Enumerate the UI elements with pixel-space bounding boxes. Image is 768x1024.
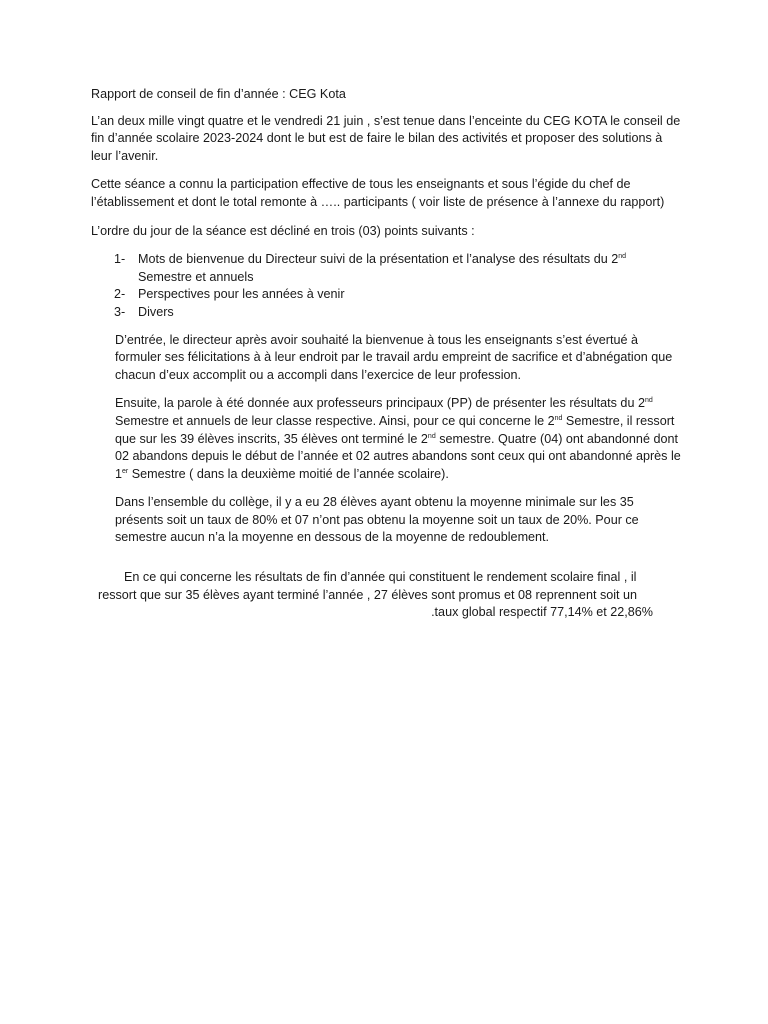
- superscript: er: [122, 467, 129, 475]
- paragraph-agenda-intro: L’ordre du jour de la séance est décliné en trois (03) points suivants :: [91, 223, 475, 238]
- document-body: [91, 86, 681, 558]
- superscript: nd: [554, 414, 563, 422]
- list-item-number: 1-: [114, 252, 126, 267]
- text-run: semestre. Quatre (04) ont abandonné dont 02 abandons depuis le début de l’année et 02 autres abandons sont ceux qui ont abandonné après le 1: [115, 431, 681, 481]
- superscript: nd: [644, 397, 653, 405]
- text-run: Semestre et annuels de leur classe respective. Ainsi, pour ce qui concerne le 2: [115, 413, 555, 428]
- paragraph-welcome: D’entrée, le directeur après avoir souhaité la bienvenue à tous les enseignants s’est évertué à formuler ses félicitations à à leur endroit par le travail ardu empreint de sacrifice et d’abnégation que chacun d’eux accomplit ou a accompli dans l’exercice de leur profession.: [115, 332, 673, 382]
- report-title: Rapport de conseil de fin d’année : CEG Kota: [91, 87, 346, 101]
- text-run: Semestre ( dans la deuxième moitié de l’année scolaire).: [128, 466, 449, 481]
- list-item-text: Divers: [138, 304, 174, 319]
- list-item: [91, 251, 681, 286]
- final-line-2: ressort que sur 35 élèves ayant terminé l’année , 27 élèves sont promus et 08 reprennent soit un: [98, 587, 638, 602]
- paragraph-results-semester: [91, 395, 681, 483]
- final-line-3: .taux global respectif 77,14% et 22,86%: [431, 605, 653, 620]
- paragraph-final-results: [91, 569, 653, 622]
- final-line-1: En ce qui concerne les résultats de fin d’année qui constituent le rendement scolaire final , il: [124, 570, 637, 584]
- paragraph-intro: L’an deux mille vingt quatre et le vendredi 21 juin , s’est tenue dans l’enceinte du CEG KOTA le conseil de fin d’année scolaire 2023-2024 dont le but est de faire le bilan des activités et proposer des solutions à leur l’avenir.: [91, 113, 681, 163]
- text-run: Semestre, il ressort que sur les 39 élèves inscrits, 35 élèves ont terminé le 2: [115, 413, 675, 446]
- paragraph-college-overall: Dans l’ensemble du collège, il y a eu 28 élèves ayant obtenu la moyenne minimale sur les 35 présents soit un taux de 80% et 07 n’ont pas obtenu la moyenne soit un taux de 20%. Pour ce semestre aucun n’a la moyenne en dessous de la moyenne de redoublement.: [115, 495, 639, 545]
- list-item-number: 3-: [114, 304, 126, 319]
- list-item-text-cont: Semestre et annuels: [138, 269, 254, 284]
- list-item-text: Perspectives pour les années à venir: [138, 287, 345, 302]
- list-item-text: Mots de bienvenue du Directeur suivi de la présentation et l’analyse des résultats du 2: [138, 252, 619, 267]
- superscript: nd: [427, 432, 436, 440]
- list-item-number: 2-: [114, 287, 126, 302]
- agenda-list: [91, 251, 681, 321]
- list-item: [91, 286, 681, 304]
- list-item: [91, 304, 681, 322]
- paragraph-participation: Cette séance a connu la participation effective de tous les enseignants et sous l’égide du chef de l’établissement et dont le total remonte à ….. participants ( voir liste de présence à l’annexe du rapport): [91, 177, 665, 209]
- superscript: nd: [618, 252, 627, 260]
- text-run: Ensuite, la parole à été donnée aux professeurs principaux (PP) de présenter les résultats du 2: [115, 396, 645, 411]
